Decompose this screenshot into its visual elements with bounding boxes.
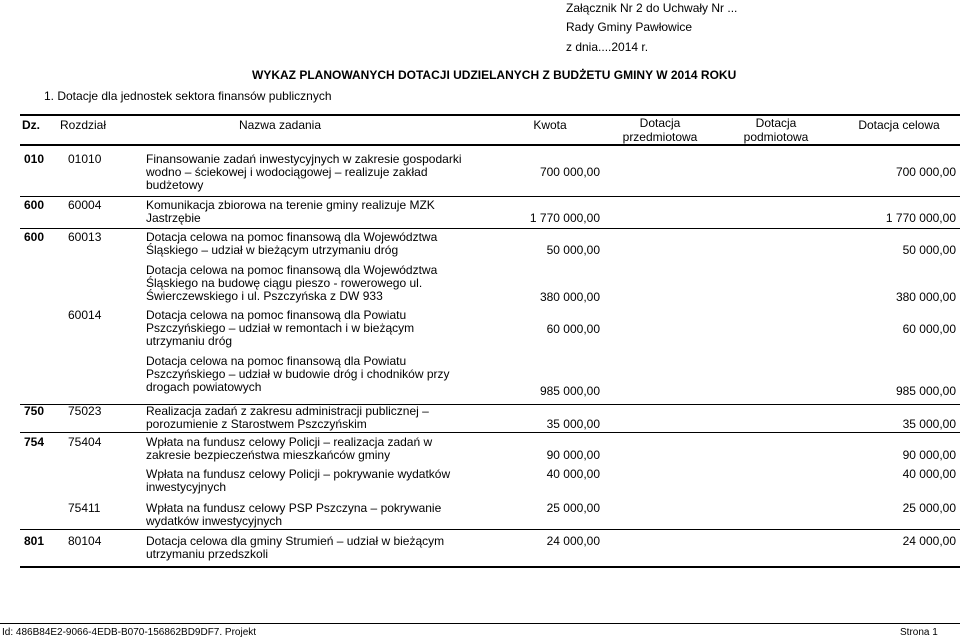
row-nazwa: Realizacja zadań z zakresu administracji publicznej – porozumienie z Starostwem Pszczyńskim (146, 404, 429, 431)
row-dz: 010 (24, 152, 45, 166)
row-celowa: 985 000,00 (895, 384, 956, 398)
col-header-rozdzial: Rozdział (60, 118, 107, 132)
col-header-przedmiotowa: Dotacja przedmiotowa (622, 116, 698, 144)
row-dz: 600 (24, 198, 45, 212)
table-bottom-border (20, 566, 960, 568)
row-kwota: 50 000,00 (546, 243, 600, 257)
row-nazwa: Wpłata na fundusz celowy Policji – realizacja zadań w zakresie bezpieczeństwa mieszkańców gminy (146, 435, 433, 462)
row-celowa: 700 000,00 (895, 165, 956, 179)
row-rozdzial: 60004 (68, 198, 102, 212)
row-dz: 750 (24, 404, 45, 418)
row-celowa: 60 000,00 (902, 322, 956, 336)
row-kwota: 700 000,00 (539, 165, 600, 179)
row-dz: 600 (24, 230, 45, 244)
row-dz: 754 (24, 435, 45, 449)
row-nazwa: Dotacja celowa na pomoc finansową dla Powiatu Pszczyńskiego – udział w budowie dróg i chodników przy drogach powiatowych (146, 354, 450, 394)
row-celowa: 1 770 000,00 (885, 211, 956, 225)
row-celowa: 25 000,00 (902, 501, 956, 515)
row-rozdzial: 60014 (68, 308, 102, 322)
row-rozdzial: 75404 (68, 435, 102, 449)
col-header-podmiotowa: Dotacja podmiotowa (743, 116, 809, 144)
row-dz: 801 (24, 534, 45, 548)
row-separator (20, 196, 960, 197)
row-nazwa: Finansowanie zadań inwestycyjnych w zakresie gospodarki wodno – ściekowej i wodociągowej – realizuje zakład budżetowy (146, 152, 462, 192)
footer-id: Id: 486B84E2-9066-4EDB-B070-156862BD9DF7. Projekt (2, 627, 257, 638)
attachment-label: Załącznik Nr 2 do Uchwały Nr ... (566, 1, 738, 15)
col-header-dz: Dz. (22, 118, 40, 132)
row-kwota: 380 000,00 (539, 290, 600, 304)
row-celowa: 380 000,00 (895, 290, 956, 304)
row-rozdzial: 01010 (68, 152, 102, 166)
row-separator (20, 432, 960, 433)
row-kwota: 25 000,00 (546, 501, 600, 515)
row-rozdzial: 75023 (68, 404, 102, 418)
col-header-nazwa: Nazwa zadania (238, 118, 322, 132)
council-label: Rady Gminy Pawłowice (566, 20, 693, 34)
row-rozdzial: 60013 (68, 230, 102, 244)
row-nazwa: Dotacja celowa dla gminy Strumień – udział w bieżącym utrzymaniu przedszkoli (146, 534, 445, 561)
row-nazwa: Dotacja celowa na pomoc finansową dla Powiatu Pszczyńskiego – udział w remontach i w bieżącym utrzymaniu dróg (146, 308, 415, 348)
row-nazwa: Dotacja celowa na pomoc finansową dla Województwa Śląskiego – udział w bieżącym utrzymaniu dróg (146, 230, 438, 257)
footer-divider (0, 623, 960, 624)
row-kwota: 985 000,00 (539, 384, 600, 398)
row-nazwa: Dotacja celowa na pomoc finansową dla Województwa Śląskiego na budowę ciągu pieszo - rowerowego ul. Świerczewskiego i ul. Pszczyńska z DW 933 (146, 263, 438, 303)
row-celowa: 35 000,00 (902, 417, 956, 431)
row-nazwa: Wpłata na fundusz celowy Policji – pokrywanie wydatków inwestycyjnych (146, 467, 451, 494)
row-separator (20, 228, 960, 229)
row-nazwa: Komunikacja zbiorowa na terenie gminy realizuje MZK Jastrzębie (146, 198, 435, 225)
row-separator (20, 529, 960, 530)
row-celowa: 24 000,00 (902, 534, 956, 548)
row-rozdzial: 80104 (68, 534, 102, 548)
row-kwota: 60 000,00 (546, 322, 600, 336)
document-title: WYKAZ PLANOWANYCH DOTACJI UDZIELANYCH Z BUDŻETU GMINY W 2014 ROKU (252, 68, 737, 82)
row-kwota: 40 000,00 (546, 467, 600, 481)
date-label: z dnia....2014 r. (566, 40, 649, 54)
table-header-border (20, 144, 960, 146)
row-celowa: 90 000,00 (902, 448, 956, 462)
footer-page: Strona 1 (900, 627, 938, 638)
row-kwota: 35 000,00 (546, 417, 600, 431)
row-rozdzial: 75411 (68, 501, 101, 515)
row-celowa: 50 000,00 (902, 243, 956, 257)
section-heading: 1. Dotacje dla jednostek sektora finansów publicznych (44, 89, 332, 103)
col-header-kwota: Kwota (533, 118, 567, 132)
row-kwota: 90 000,00 (546, 448, 600, 462)
row-kwota: 1 770 000,00 (529, 211, 600, 225)
row-kwota: 24 000,00 (546, 534, 600, 548)
row-celowa: 40 000,00 (902, 467, 956, 481)
col-header-celowa: Dotacja celowa (858, 118, 940, 132)
row-nazwa: Wpłata na fundusz celowy PSP Pszczyna – pokrywanie wydatków inwestycyjnych (146, 501, 442, 528)
